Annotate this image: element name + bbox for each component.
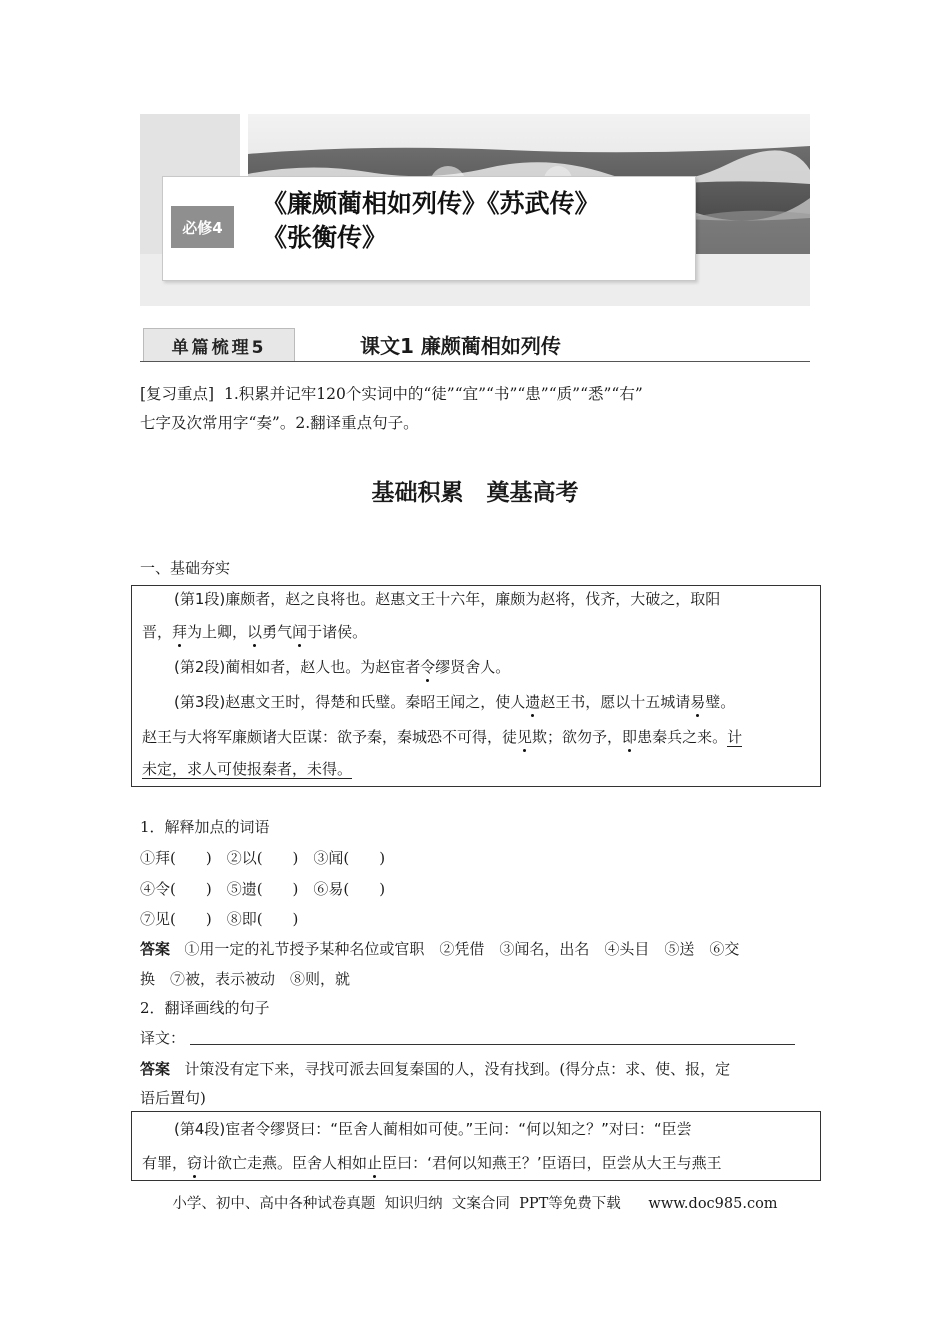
passage-p1b: 晋，拜为上卿，以勇气闻于诸侯。	[142, 623, 368, 641]
dotted-word: 拜	[172, 623, 188, 641]
q1-row-2: ④令( ) ⑤遗( ) ⑥易( )	[140, 880, 386, 898]
review-line-2: 七字及次常用字“奏”。2.翻译重点句子。	[140, 414, 419, 432]
review-line-1	[140, 380, 643, 409]
q2-answer-line-2: 语后置句)	[140, 1089, 206, 1107]
q1-row-3: ⑦见( ) ⑧即( )	[140, 910, 299, 928]
translation-blank[interactable]	[190, 1044, 795, 1045]
dotted-word: 即	[622, 728, 638, 746]
banner-title-line1: 《廉颇蔺相如列传》《苏武传》	[262, 189, 600, 218]
passage-p2: (第2段)蔺相如者，赵人也。为赵宦者令缪贤舍人。	[174, 658, 511, 676]
dotted-word: 以	[247, 623, 263, 641]
dotted-word: 止	[367, 1154, 383, 1172]
section-divider	[140, 361, 810, 362]
passage-box2-p1: (第4段)宦者令缪贤曰：“臣舍人蔺相如可使。”王问：“何以知之？”对曰：“臣尝	[174, 1120, 692, 1138]
page-footer: 小学、初中、高中各种试卷真题 知识归纳 文案合同 PPT等免费下载 www.doc985.com	[172, 1196, 778, 1212]
q1-title: 1．解释加点的词语	[140, 818, 270, 836]
dotted-word: 易	[690, 693, 706, 711]
main-heading: 基础积累 奠基高考	[371, 480, 579, 506]
translation-label: 译文：	[140, 1029, 186, 1047]
q1-answer-line-2: 换 ⑦被，表示被动 ⑧则，就	[140, 970, 351, 988]
passage-box2-p2: 有罪，窃计欲亡走燕。臣舍人相如止臣曰：‘君何以知燕王？’臣语曰，臣尝从大王与燕王	[142, 1154, 722, 1172]
review-text-1: 1.积累并记牢120个实词中的“徒”“宜”“书”“患”“质”“悉”“右”	[223, 385, 643, 403]
passage-p1a: (第1段)廉颇者，赵之良将也。赵惠文王十六年，廉颇为赵将，伐齐，大破之，取阳	[174, 590, 721, 608]
passage-box-2	[131, 1111, 821, 1181]
underlined-text: 未定，求人可使报秦者，未得。	[142, 760, 353, 778]
dotted-word: 遗	[525, 693, 541, 711]
review-label: [复习重点]	[140, 385, 215, 403]
banner-title-line2: 《张衡传》	[262, 223, 388, 252]
volume-badge: 必修4	[171, 206, 234, 248]
passage-box-1	[131, 585, 821, 787]
dotted-word: 见	[517, 728, 533, 746]
section-title: 课文1 廉颇蔺相如列传	[360, 334, 561, 358]
q2-answer-line-1: 答案 计策没有定下来，寻找可派去回复秦国的人，没有找到。(得分点：求、使、报，定	[140, 1060, 731, 1078]
passage-p4: 赵王与大将军廉颇诸大臣谋：欲予秦，秦城恐不可得，徒见欺；欲勿予，即患秦兵之来。计	[142, 728, 743, 746]
section-tab: 单篇梳理5	[143, 328, 295, 362]
q2-title: 2．翻译画线的句子	[140, 999, 270, 1017]
part1-heading: 一、基础夯实	[140, 559, 231, 577]
q1-row-1: ①拜( ) ②以( ) ③闻( )	[140, 849, 386, 867]
answer-label: 答案	[140, 940, 171, 958]
answer-label: 答案	[140, 1060, 171, 1078]
q1-answer-line-1: 答案 ①用一定的礼节授予某种名位或官职 ②凭借 ③闻名，出名 ④头目 ⑤送 ⑥交	[140, 940, 740, 958]
dotted-word: 闻	[292, 623, 308, 641]
dotted-word: 令	[420, 658, 436, 676]
passage-p3: (第3段)赵惠文王时，得楚和氏璧。秦昭王闻之，使人遗赵王书，愿以十五城请易璧。	[174, 693, 736, 711]
dotted-word: 窃	[187, 1154, 203, 1172]
underlined-text: 计	[727, 728, 743, 746]
passage-p5	[142, 758, 352, 779]
